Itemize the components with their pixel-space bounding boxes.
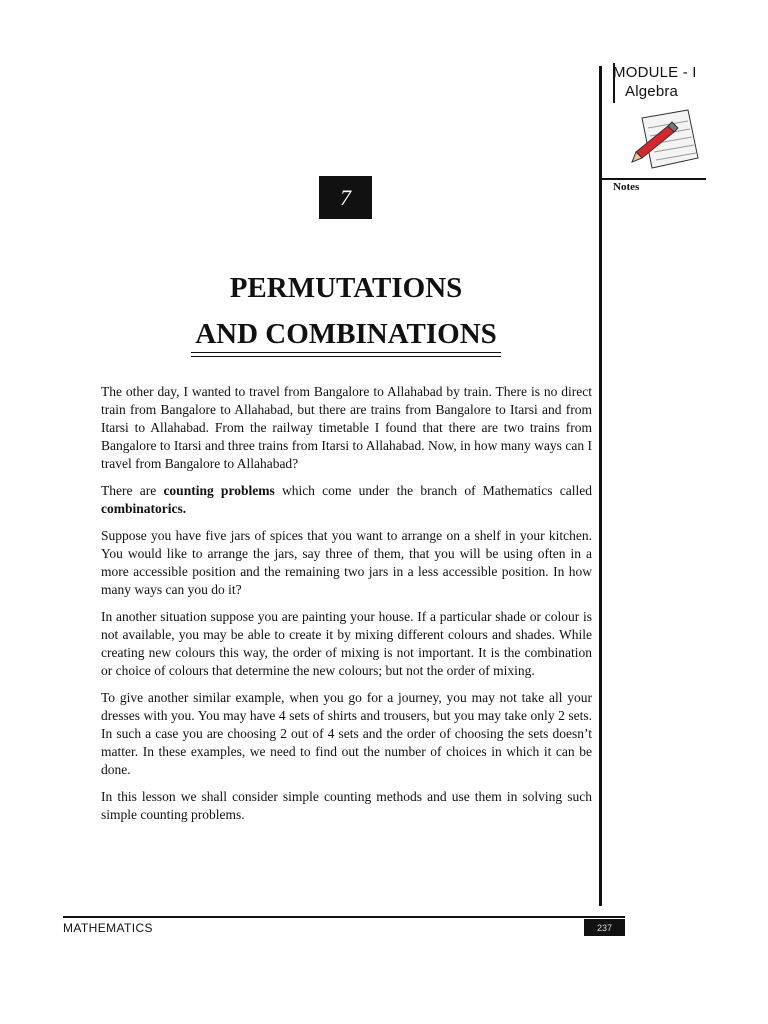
- chapter-title-line1: PERMUTATIONS: [229, 272, 463, 304]
- paragraph-text: The other day, I wanted to travel from Bangalore to Allahabad by train. There is no direct train from Bangalore to Allahabad, but there are trains from Bangalore to Itarsi and from Itarsi to Allahabad. From the railway timetable I found that there are two trains from Bangalore to Itarsi and three trains from Itarsi to Allahabad. Now, in how many ways can I travel from Bangalore to Allahabad?: [101, 384, 592, 471]
- paragraph: [101, 788, 592, 824]
- paragraph-text: In this lesson we shall consider simple counting methods and use them in solving such simple counting problems.: [101, 789, 592, 822]
- module-name: MODULE - I: [613, 64, 697, 81]
- paragraph: [101, 608, 592, 680]
- paragraph: [101, 527, 592, 599]
- title-underline: [191, 352, 501, 353]
- notes-pencil-icon: [628, 108, 704, 183]
- bold-term: combinatorics.: [101, 501, 187, 516]
- bold-term: counting problems: [163, 483, 275, 498]
- notes-rule: [600, 178, 706, 180]
- paragraph-text: In another situation suppose you are painting your house. If a particular shade or colour is not available, you may be able to create it by mixing different colours and shades. While creating new colours this way, the order of mixing is not important. It is the combination or choice of colours that determine the new colours; but not the order of mixing.: [101, 609, 592, 678]
- notes-label: Notes: [613, 181, 640, 193]
- paragraph-text: To give another similar example, when you go for a journey, you may not take all your dresses with you. You may have 4 sets of shirts and trousers, but you may take only 2 sets. In such a case you are choosing 2 out of 4 sets and the order of choosing the sets doesn’t matter. In these examples, we need to find out the number of choices in which it can be done.: [101, 690, 592, 777]
- paragraph-text: Suppose you have five jars of spices that you want to arrange on a shelf in your kitchen. You would like to arrange the jars, say three of them, that you will be using often in a more accessible position and the remaining two jars in a less accessible position. In how many ways can you do it?: [101, 528, 592, 597]
- footer-rule: [63, 916, 625, 918]
- margin-vertical-rule: [599, 66, 602, 906]
- module-label: [613, 63, 697, 101]
- paragraph: [101, 482, 592, 518]
- module-subject: Algebra: [625, 83, 679, 100]
- title-underline-second: [191, 356, 501, 357]
- chapter-title-line2: AND COMBINATIONS: [195, 318, 497, 350]
- paragraph-text: There are: [101, 483, 164, 498]
- paragraph-text: which come under the branch of Mathematics called: [274, 483, 592, 498]
- page-number: 237: [584, 919, 625, 936]
- paragraph: [101, 383, 592, 473]
- paragraph: [101, 689, 592, 779]
- footer-subject: MATHEMATICS: [63, 921, 153, 935]
- chapter-number: 7: [319, 176, 372, 219]
- body-text: [101, 383, 592, 833]
